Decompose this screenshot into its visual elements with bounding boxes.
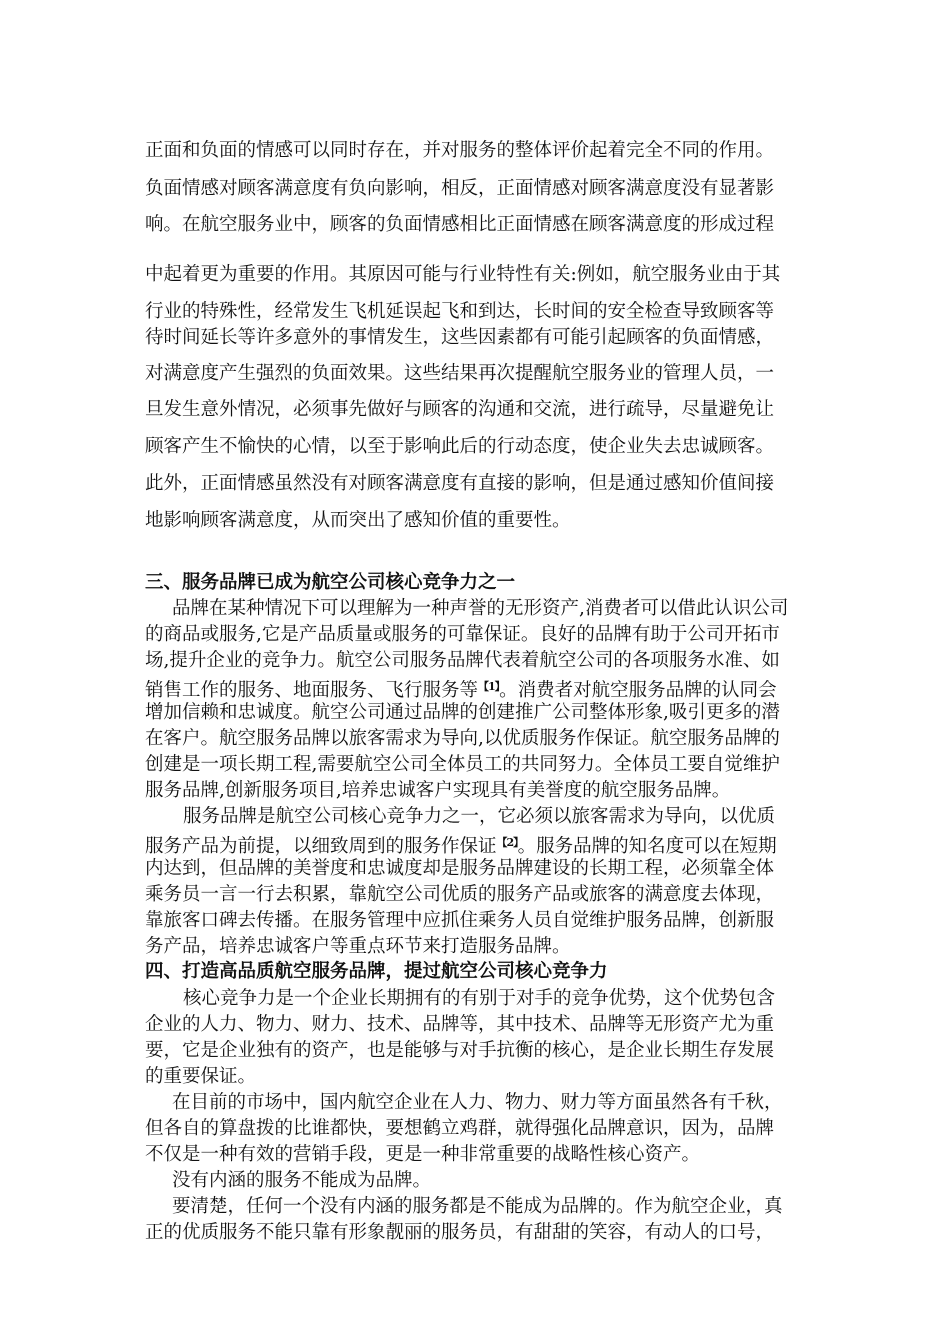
- section-heading: 三、服务品牌已成为航空公司核心竞争力之一: [145, 572, 516, 593]
- text-segment: 。消费者对航空服务品牌的认同会: [499, 680, 777, 701]
- text-line: 此外，正面情感虽然没有对顾客满意度有直接的影响，但是通过感知价值间接: [145, 473, 775, 494]
- text-line: 乘务员一言一行去积累，靠航空公司优质的服务产品或旅客的满意度去体现，: [145, 884, 775, 905]
- text-line: 场,提升企业的竞争力。航空公司服务品牌代表着航空公司的各项服务水准、如: [145, 650, 780, 671]
- text-segment: 销售工作的服务、地面服务、飞行服务等: [145, 680, 479, 701]
- text-line: 创建是一项长期工程,需要航空公司全体员工的共同努力。全体员工要自觉维护: [145, 754, 780, 775]
- text-line: 核心竞争力是一个企业长期拥有的有别于对手的竞争优势，这个优势包含: [183, 988, 776, 1009]
- citation-ref[interactable]: 【2】: [496, 836, 518, 849]
- text-line: 在目前的市场中，国内航空企业在人力、物力、财力等方面虽然各有千秋，: [172, 1092, 783, 1113]
- text-line: 行业的特殊性，经常发生飞机延误起飞和到达，长时间的安全检查导致顾客等: [145, 301, 775, 322]
- text-line: 顾客产生不愉快的心情，以至于影响此后的行动态度，使企业失去忠诚顾客。: [145, 436, 775, 457]
- text-line: 对满意度产生强烈的负面效果。这些结果再次提醒航空服务业的管理人员，一: [145, 363, 775, 384]
- citation-ref[interactable]: 【1】: [478, 680, 500, 693]
- text-line: 要，它是企业独有的资产，也是能够与对手抗衡的核心，是企业长期生存发展: [145, 1040, 775, 1061]
- text-line: [145, 675, 815, 703]
- text-line: 正面和负面的情感可以同时存在，并对服务的整体评价起着完全不同的作用。: [145, 140, 775, 161]
- text-line: [145, 831, 815, 859]
- text-line: 服务品牌,创新服务项目,培养忠诚客户实现具有美誉度的航空服务品牌。: [145, 780, 731, 801]
- text-line: 中起着更为重要的作用。其原因可能与行业特性有关:例如，航空服务业由于其: [145, 264, 781, 285]
- text-line: 的商品或服务,它是产品质量或服务的可靠保证。良好的品牌有助于公司开拓市: [145, 624, 780, 645]
- text-line: 地影响顾客满意度，从而突出了感知价值的重要性。: [145, 510, 571, 531]
- text-line: 企业的人力、物力、财力、技术、品牌等，其中技术、品牌等无形资产尤为重: [145, 1014, 775, 1035]
- text-segment: 服务产品为前提，以细致周到的服务作保证: [145, 836, 497, 857]
- text-line: 增加信赖和忠诚度。航空公司通过品牌的创建推广公司整体形象,吸引更多的潜: [145, 702, 780, 723]
- text-line: 响。在航空服务业中，顾客的负面情感相比正面情感在顾客满意度的形成过程: [145, 214, 775, 235]
- text-line: 负面情感对顾客满意度有负向影响，相反，正面情感对顾客满意度没有显著影: [145, 178, 775, 199]
- text-line: 旦发生意外情况，必须事先做好与顾客的沟通和交流，进行疏导，尽量避免让: [145, 399, 775, 420]
- text-line: 但各自的算盘拨的比谁都快，要想鹤立鸡群，就得强化品牌意识，因为，品牌: [145, 1118, 775, 1139]
- text-line: 务产品，培养忠诚客户等重点环节来打造服务品牌。: [145, 936, 571, 957]
- text-line: 正的优质服务不能只靠有形象靓丽的服务员，有甜甜的笑容，有动人的口号，: [145, 1222, 775, 1243]
- text-line: 品牌在某种情况下可以理解为一种声誉的无形资产,消费者可以借此认识公司: [172, 598, 789, 619]
- text-line: 服务品牌是航空公司核心竞争力之一，它必须以旅客需求为导向，以优质: [183, 806, 776, 827]
- text-line: 内达到，但品牌的美誉度和忠诚度却是服务品牌建设的长期工程，必须靠全体: [145, 858, 775, 879]
- text-line: 待时间延长等许多意外的事情发生，这些因素都有可能引起顾客的负面情感，: [145, 327, 775, 348]
- text-segment: 。服务品牌的知名度可以在短期: [517, 836, 777, 857]
- text-line: 在客户。航空服务品牌以旅客需求为导向,以优质服务作保证。航空服务品牌的: [145, 728, 780, 749]
- section-heading: 四、打造高品质航空服务品牌，提过航空公司核心竞争力: [145, 961, 608, 982]
- text-line: 的重要保证。: [145, 1066, 257, 1087]
- text-line: 靠旅客口碑去传播。在服务管理中应抓住乘务人员自觉维护服务品牌，创新服: [145, 910, 775, 931]
- text-line: 没有内涵的服务不能成为品牌。: [172, 1170, 432, 1191]
- text-line: 要清楚，任何一个没有内涵的服务都是不能成为品牌的。作为航空企业，真: [172, 1196, 783, 1217]
- text-line: 不仅是一种有效的营销手段，更是一种非常重要的战略性核心资产。: [145, 1144, 701, 1165]
